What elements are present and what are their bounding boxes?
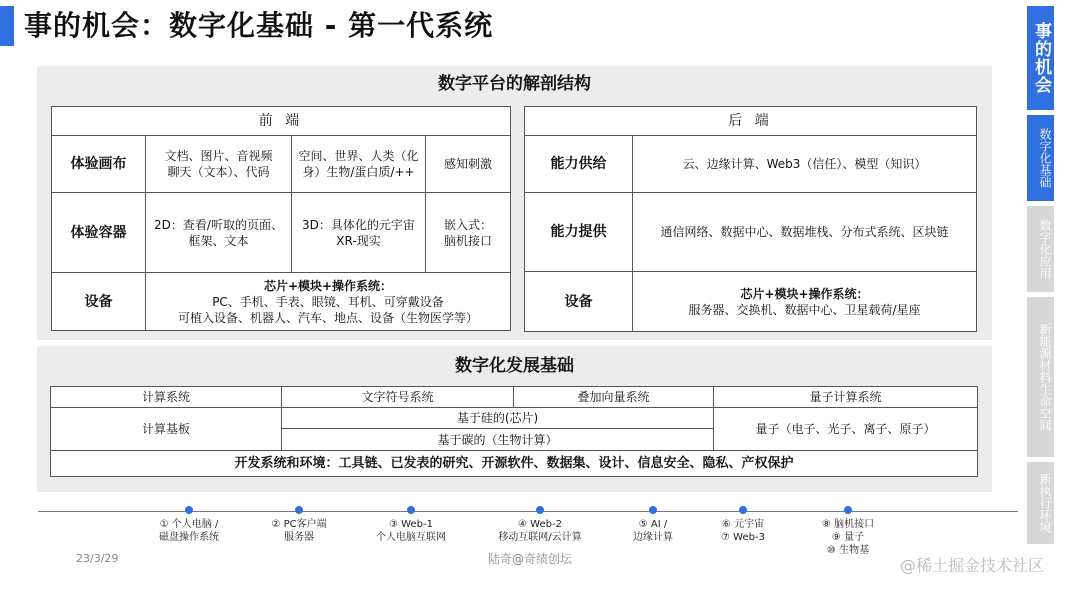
canvas-cell-sense: 感知刺激 xyxy=(426,136,511,193)
page-title: 事的机会：数字化基础 - 第一代系统 xyxy=(24,9,494,42)
timeline-label: ④ Web-2 移动互联网/云计算 xyxy=(498,519,582,543)
foundation-heading: 数字化发展基础 xyxy=(455,356,574,376)
container-cell-2d: 2D：查看/听取的页面、 框架、文本 xyxy=(146,193,292,273)
timeline-dot xyxy=(536,506,544,514)
back-device-list: 服务器、交换机、数据中心、卫星载荷/星座 xyxy=(688,302,921,317)
container-cell-embedded: 嵌入式： 脑机接口 xyxy=(426,193,511,273)
watermark: @稀土掘金技术社区 xyxy=(900,556,1045,575)
front-device-cell xyxy=(146,273,511,331)
title-accent-bar xyxy=(0,6,14,46)
col-compute-system: 计算系统 xyxy=(51,387,282,408)
timeline-label: ③ Web-1 个人电脑互联网 xyxy=(376,519,446,543)
dev-environment-cell: 开发系统和环境：工具链、已发表的研究、开源软件、数据集、设计、信息安全、隐私、产权保护 xyxy=(51,451,978,477)
timeline-item xyxy=(485,506,595,544)
timeline-dot xyxy=(649,506,657,514)
side-nav-new-materials[interactable]: 新能源材料生命空间 xyxy=(1027,297,1054,457)
timeline-item xyxy=(793,506,903,557)
row-label-container: 体验容器 xyxy=(52,193,146,273)
timeline-label: ⑤ AI / 边缘计算 xyxy=(633,519,673,543)
row-label-provide: 能力提供 xyxy=(525,193,633,272)
timeline-item xyxy=(244,506,354,544)
canvas-cell-3d: 空间、世界、人类（化 身）生物/蛋白质/++ xyxy=(292,136,426,193)
timeline-label: ⑥ 元宇宙 ⑦ Web-3 xyxy=(721,519,765,543)
back-device-cell xyxy=(633,272,977,332)
quantum-cell: 量子（电子、光子、离子、原子） xyxy=(714,408,978,451)
row-label-canvas: 体验画布 xyxy=(52,136,146,193)
silicon-cell: 基于硅的(芯片) xyxy=(282,408,714,429)
timeline-dot xyxy=(407,506,415,514)
provide-cell: 通信网络、数据中心、数据堆栈、分布式系统、区块链 xyxy=(633,193,977,272)
timeline-label: ② PC客户端 服务器 xyxy=(271,519,327,543)
col-quantum-system: 量子计算系统 xyxy=(714,387,978,408)
side-nav-digital-foundation[interactable]: 数字化基础 xyxy=(1027,115,1054,201)
supply-cell: 云、边缘计算、Web3（信任）、模型（知识） xyxy=(633,136,977,193)
front-end-header: 前 端 xyxy=(52,107,511,136)
front-device-list: PC、手机、手表、眼镜、耳机、可穿戴设备 可植入设备、机器人、汽车、地点、设备（生物医学等） xyxy=(177,294,478,325)
timeline-label: ⑧ 脑机接口 ⑨ 量子 ⑩ 生物基 xyxy=(821,519,875,556)
footer-author: 陆奇@奇绩创坛 xyxy=(487,552,572,566)
timeline-item xyxy=(356,506,466,544)
timeline-label: ① 个人电脑 / 磁盘操作系统 xyxy=(159,519,219,543)
col-vector-system: 叠加向量系统 xyxy=(514,387,714,408)
front-end-table xyxy=(51,106,511,331)
row-label-device: 设备 xyxy=(52,273,146,331)
front-device-title: 芯片+模块+操作系统： xyxy=(263,278,393,293)
foundation-table xyxy=(50,386,978,477)
carbon-cell: 基于碳的（生物计算） xyxy=(282,429,714,451)
canvas-cell-2d: 文档、图片、音视频 聊天（文本）、代码 xyxy=(146,136,292,193)
back-end-header: 后 端 xyxy=(525,107,977,136)
side-nav-new-environment[interactable]: 新执行环境 xyxy=(1027,462,1054,544)
timeline-item xyxy=(688,506,798,544)
row-label-back-device: 设备 xyxy=(525,272,633,332)
anatomy-heading: 数字平台的解剖结构 xyxy=(438,74,591,94)
timeline-dot xyxy=(739,506,747,514)
timeline-dot xyxy=(185,506,193,514)
side-nav-main[interactable]: 事的机会 xyxy=(1027,6,1054,110)
col-symbol-system: 文字符号系统 xyxy=(282,387,514,408)
side-nav xyxy=(1027,6,1054,549)
compute-board-cell: 计算基板 xyxy=(51,408,282,451)
footer-date: 23/3/29 xyxy=(76,552,119,565)
container-cell-3d: 3D：具体化的元宇宙 XR-现实 xyxy=(292,193,426,273)
side-nav-digital-apps[interactable]: 数字化应用 xyxy=(1027,206,1054,292)
timeline-item xyxy=(134,506,244,544)
back-end-table xyxy=(524,106,977,332)
row-label-supply: 能力供给 xyxy=(525,136,633,193)
back-device-title: 芯片+模块+操作系统： xyxy=(740,286,869,301)
timeline-dot xyxy=(295,506,303,514)
timeline-dot xyxy=(844,506,852,514)
